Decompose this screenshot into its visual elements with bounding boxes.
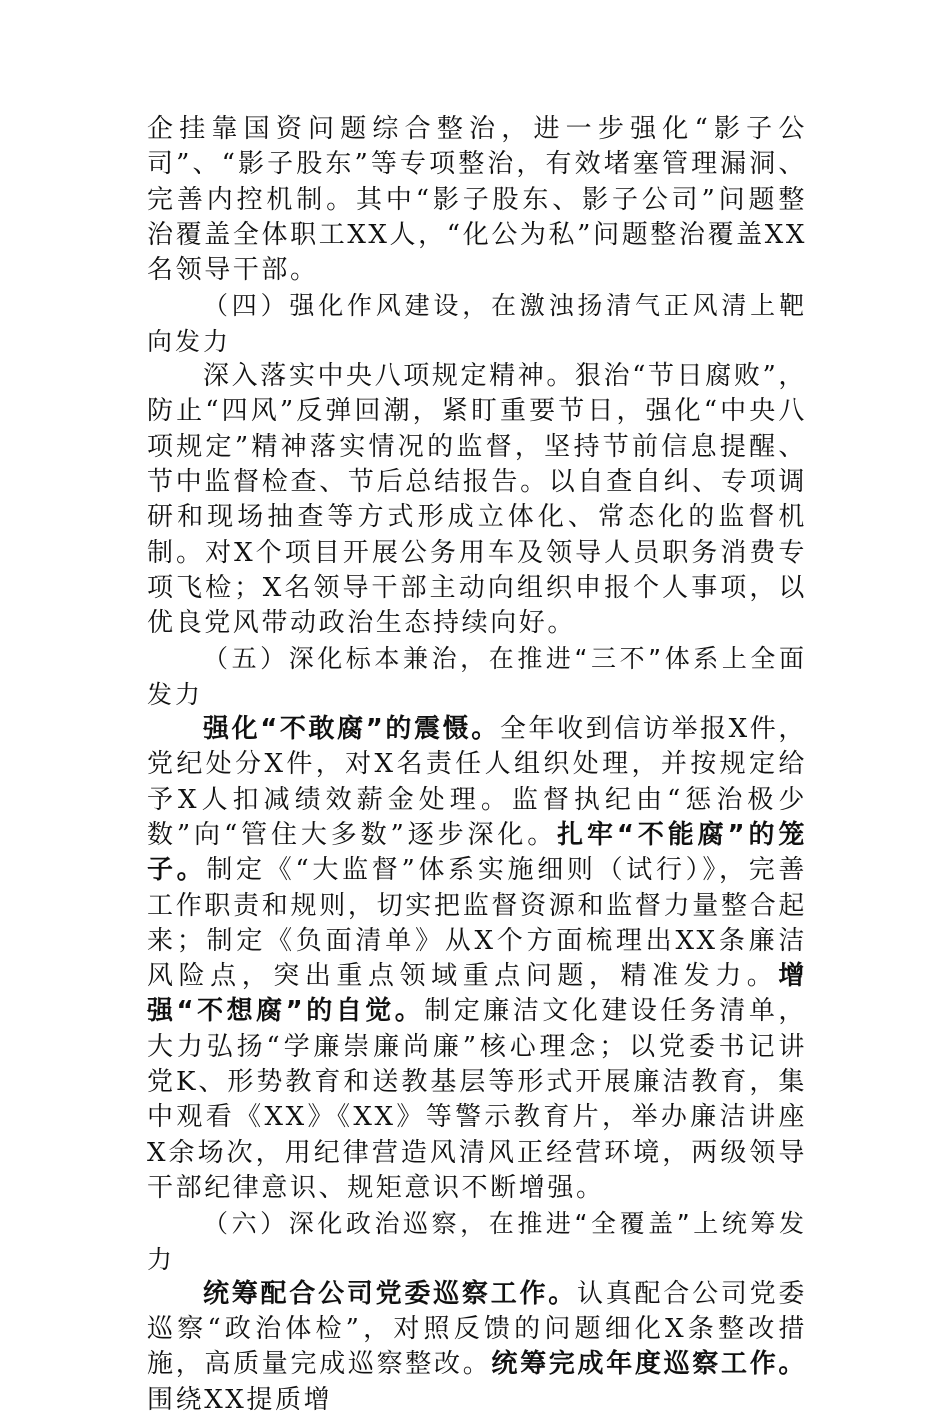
body-paragraph bbox=[147, 112, 807, 288]
heading-text: （四）强化作风建设，在激浊扬清气正风清上靶向发力 bbox=[147, 291, 807, 356]
document-body bbox=[147, 112, 807, 1418]
bold-lead-text: 统筹完成年度巡察工作。 bbox=[491, 1349, 808, 1380]
section-heading-6 bbox=[147, 1206, 807, 1277]
body-paragraph bbox=[147, 1277, 807, 1418]
bold-lead-text: 统筹配合公司党委巡察工作。 bbox=[203, 1278, 577, 1309]
body-paragraph bbox=[147, 712, 807, 1206]
paragraph-text: 制定廉洁文化建设任务清单，大力弘扬“学廉崇廉尚廉”核心理念；以党委书记讲党K、形势教育和送教基层等形式开展廉洁教育，集中观看《XX》《XX》等警示教育片，举办廉洁讲座X余场次，用纪律营造风清风正经营环境，两级领导干部纪律意识、规矩意识不断增强。 bbox=[147, 996, 807, 1203]
section-heading-4 bbox=[147, 288, 807, 359]
paragraph-text: 全年收到信访举报X件，党纪处分X件，对X名责任人组织处理，并按规定给予X人扣减绩效薪金处理。监督执纪由“惩治极少数”向“管住大多数”逐步深化。 bbox=[147, 714, 807, 850]
paragraph-text: 深入落实中央八项规定精神。狠治“节日腐败”，防止“四风”反弹回潮，紧盯重要节日，强化“中央八项规定”精神落实情况的监督，坚持节前信息提醒、节中监督检查、节后总结报告。以自查自纠、专项调研和现场抽查等方式形成立体化、常态化的监督机制。对X个项目开展公务用车及领导人员职务消费专项飞检；X名领导干部主动向组织申报个人事项，以优良党风带动政治生态持续向好。 bbox=[147, 361, 807, 639]
heading-text: （五）深化标本兼治，在推进“三不”体系上全面发力 bbox=[147, 644, 807, 709]
paragraph-text: 围绕XX提质增 bbox=[147, 1384, 333, 1415]
bold-lead-text: 强化“不敢腐”的震慑。 bbox=[203, 714, 500, 745]
paragraph-text: 认真配合公司党委巡察“政治体检”，对照反馈的问题细化X条整改措施，高质量完成巡察整改。 bbox=[147, 1278, 807, 1380]
paragraph-text: 制定《“大监督”体系实施细则（试行）》，完善工作职责和规则，切实把监督资源和监督力量整合起来；制定《负面清单》从X个方面梳理出XX条廉洁风险点，突出重点领域重点问题，精准发力。 bbox=[147, 855, 807, 992]
body-paragraph bbox=[147, 359, 807, 641]
bold-lead-text: 增强“不想腐”的自觉。 bbox=[147, 961, 807, 1027]
paragraph-text: 企挂靠国资问题综合整治，进一步强化“影子公司”、“影子股东”等专项整治，有效堵塞管理漏洞、完善内控机制。其中“影子股东、影子公司”问题整治覆盖全体职工XX人，“化公为私”问题整治覆盖XX名领导干部。 bbox=[147, 114, 807, 286]
heading-text: （六）深化政治巡察，在推进“全覆盖”上统筹发力 bbox=[147, 1209, 807, 1274]
section-heading-5 bbox=[147, 641, 807, 712]
bold-lead-text: 扎牢“不能腐”的笼子。 bbox=[147, 819, 807, 886]
